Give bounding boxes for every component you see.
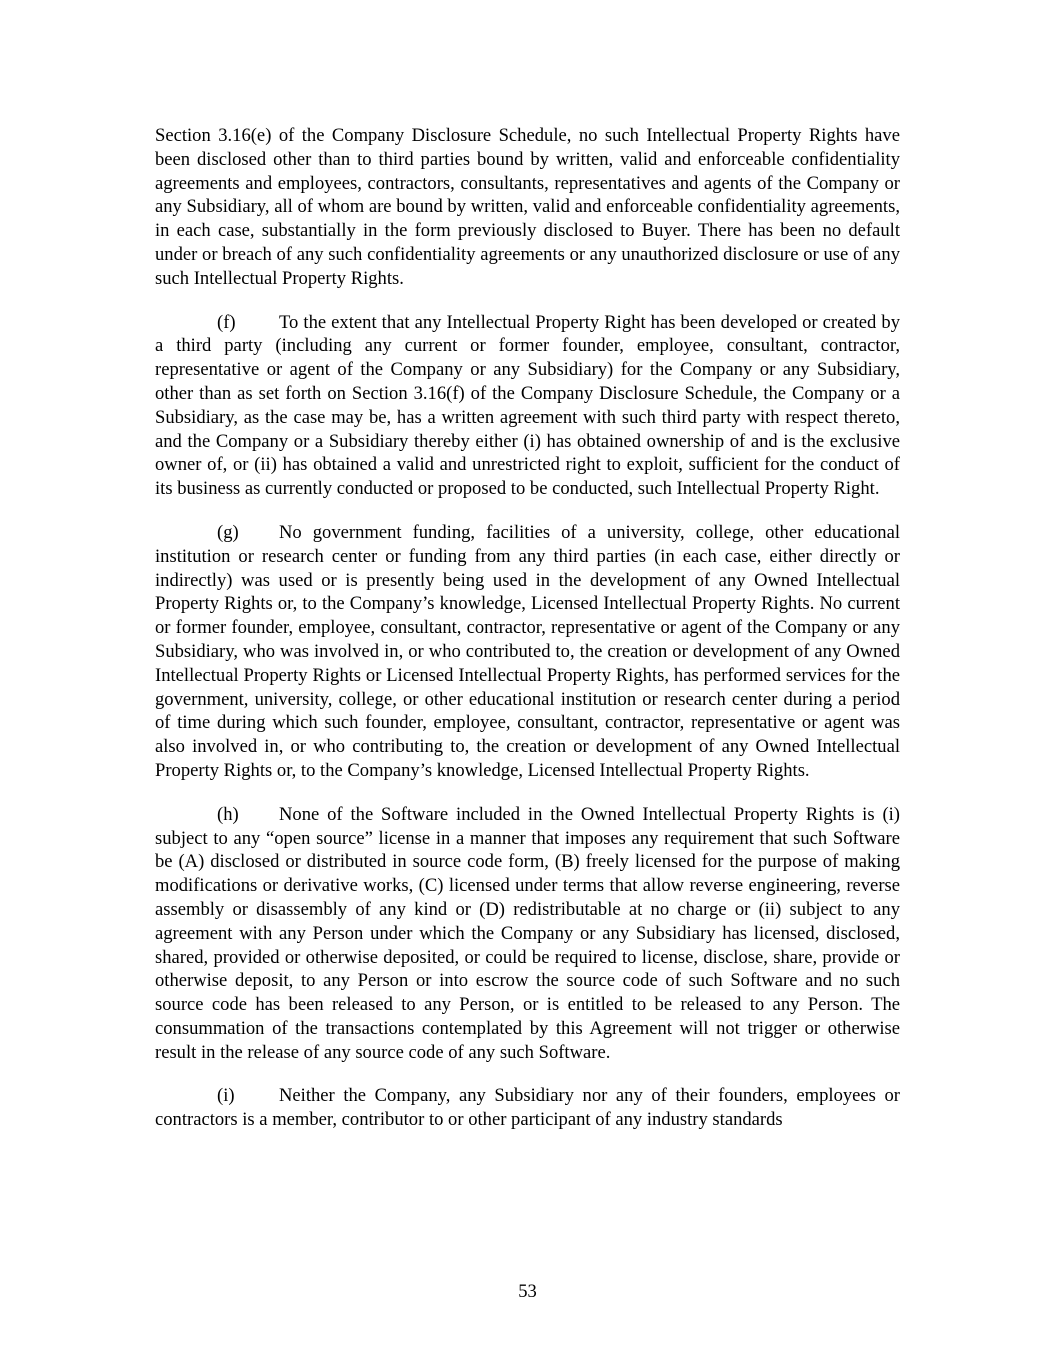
document-body xyxy=(155,124,900,1152)
paragraph-text: Section 3.16(e) of the Company Disclosure Schedule, no such Intellectual Property Rights have been disclosed other than to third parties bound by written, valid and enforceable confidentiality agreements and employees, contractors, consultants, representatives and agents of the Company or any Subsidiary, all of whom are bound by written, valid and enforceable confidentiality agreements, in each case, substantially in the form previously disclosed to Buyer. There has been no default under or breach of any such confidentiality agreements or any unauthorized disclosure or use of any such Intellectual Property Rights. xyxy=(155,125,900,289)
paragraph-h xyxy=(155,803,900,1065)
page-number: 53 xyxy=(518,1281,537,1302)
paragraph-label: (h) xyxy=(217,803,239,825)
paragraph-text: None of the Software included in the Owned Intellectual Property Rights is (i) subject to any “open source” license in a manner that imposes any requirement that such Software be (A) disclosed or distributed in source code form, (B) freely licensed for the purpose of making modifications or derivative works, (C) licensed under terms that allow reverse engineering, reverse assembly or disassembly of any kind or (D) redistributable at no charge or (ii) subject to any agreement with any Person under which the Company or any Subsidiary has licensed, disclosed, shared, provided or otherwise deposited, or could be required to license, disclose, share, provide or otherwise deposit, to any Person or into escrow the source code of such Software and no such source code has been released to any Person, or is entitled to be released to any Person. The consummation of the transactions contemplated by this Agreement will not trigger or otherwise result in the release of any source code of any such Software. xyxy=(155,803,900,1063)
paragraph-text: No government funding, facilities of a university, college, other educational institution or research center or funding from any third parties (in each case, either directly or indirectly) was used or is presently being used in the development of any Owned Intellectual Property Rights or, to the Company’s knowledge, Licensed Intellectual Property Rights. No current or former founder, employee, consultant, contractor, representative or agent of the Company or any Subsidiary, who was involved in, or who contributed to, the creation or development of any Owned Intellectual Property Rights or Licensed Intellectual Property Rights, has performed services for the government, university, college, or other educational institution or research center during a period of time during which such founder, employee, consultant, contractor, representative or agent was also involved in, or who contributing to, the creation or development of any Owned Intellectual Property Rights or, to the Company’s knowledge, Licensed Intellectual Property Rights. xyxy=(155,521,900,781)
paragraph-label: (f) xyxy=(217,311,236,333)
paragraph-label: (i) xyxy=(217,1085,235,1107)
paragraph-continuation xyxy=(155,124,900,291)
paragraph-text: To the extent that any Intellectual Property Right has been developed or created by a third party (including any current or former founder, employee, consultant, contractor, representative or agent of the Company or any Subsidiary) for the Company or any Subsidiary, other than as set forth on Section 3.16(f) of the Company Disclosure Schedule, the Company or a Subsidiary, as the case may be, has a written agreement with such third party with respect thereto, and the Company or a Subsidiary thereby either (i) has obtained ownership of and is the exclusive owner of, or (ii) has obtained a valid and unrestricted right to exploit, sufficient for the conduct of its business as currently conducted or proposed to be conducted, such Intellectual Property Right. xyxy=(155,311,900,500)
paragraph-text: Neither the Company, any Subsidiary nor any of their founders, employees or contractors is a member, contributor to or other participant of any industry standards xyxy=(155,1085,900,1131)
paragraph-g xyxy=(155,521,900,783)
paragraph-label: (g) xyxy=(217,521,239,543)
paragraph-i xyxy=(155,1084,900,1132)
paragraph-f xyxy=(155,311,900,501)
